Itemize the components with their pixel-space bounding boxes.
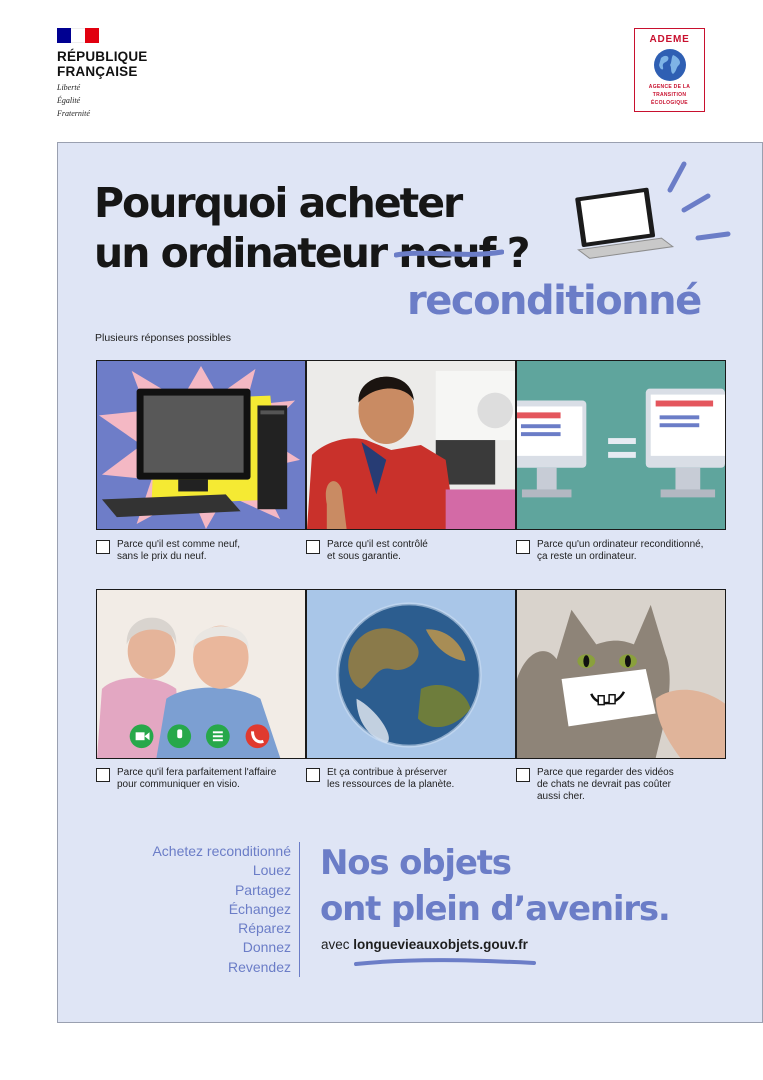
republique-line1: RÉPUBLIQUE [57,49,148,64]
option-label: Parce qu'il fera parfaitement l'affaire pour communiquer en visio. [117,767,277,790]
checkbox[interactable] [306,768,320,782]
option-label: Parce qu'il est comme neuf, sans le prix du neuf. [117,539,241,562]
option-comme-neuf[interactable] [96,539,306,563]
tile-equal-computers [516,360,726,530]
action-item: Réparez [238,920,291,937]
website-line [321,937,528,952]
motto-liberte: Liberté [57,83,81,92]
option-reste-ordinateur[interactable] [516,539,736,563]
strike-scribble [394,246,504,262]
option-label: Parce qu'il est contrôlé et sous garantie. [327,539,428,562]
checkbox[interactable] [516,540,530,554]
republique-francaise-logo [57,28,177,118]
headline-line1: Pourquoi acheter [94,179,462,227]
ademe-subtitle-3: ÉCOLOGIQUE [651,100,688,106]
checkbox[interactable] [306,540,320,554]
actions-list [152,842,300,977]
headline-prefix: un ordinateur [94,229,387,277]
french-flag-icon [57,28,99,43]
website-prefix: avec [321,937,350,952]
laptop-illustration [572,160,732,270]
option-garantie[interactable] [306,539,516,563]
tile-cat-photo [516,589,726,759]
action-item: Partagez [234,881,291,898]
ademe-logo [634,28,705,112]
struck-word [398,228,494,278]
motto-egalite: Égalité [57,96,81,105]
checkbox[interactable] [96,540,110,554]
checkbox[interactable] [96,768,110,782]
option-label: Parce que regarder des vidéos de chats ne devrait pas coûter aussi cher. [537,767,674,802]
slogan-line2: ont plein d’avenirs. [320,889,670,929]
tile-desktop-computer [96,360,306,530]
action-item: Donnez [242,939,291,956]
action-item: Échangez [228,900,291,917]
tile-technician-photo [306,360,516,530]
globe-icon [653,48,687,82]
checkbox[interactable] [516,768,530,782]
option-visio[interactable] [96,767,306,791]
ademe-subtitle-1: AGENCE DE LA [648,84,691,90]
slogan-line1: Nos objets [320,843,511,883]
option-label: Parce qu'un ordinateur reconditionné, ça reste un ordinateur. [537,539,704,562]
slogan [320,840,670,932]
headline [94,178,529,278]
action-item: Louez [252,862,291,879]
motto-fraternite: Fraternité [57,109,90,118]
tile-planet-earth [306,589,516,759]
action-item: Revendez [227,958,291,975]
option-videos-chats[interactable] [516,767,726,803]
headline-line2 [94,228,529,278]
option-ressources[interactable] [306,767,516,791]
url-underline-scribble [354,955,536,969]
headline-question-mark: ? [506,229,529,277]
ademe-title: ADEME [649,34,690,45]
action-item: Achetez reconditionné [152,843,291,859]
website-url[interactable]: longuevieauxobjets.gouv.fr [353,937,528,952]
struck-word-text: neuf [398,229,495,277]
option-label: Et ça contribue à préserver les ressources de la planète. [327,767,455,790]
ademe-subtitle-2: TRANSITION [652,92,687,98]
tile-video-call-photo [96,589,306,759]
republique-line2: FRANÇAISE [57,64,138,79]
instruction-text: Plusieurs réponses possibles [95,332,231,344]
replacement-word: reconditionné [407,278,701,324]
